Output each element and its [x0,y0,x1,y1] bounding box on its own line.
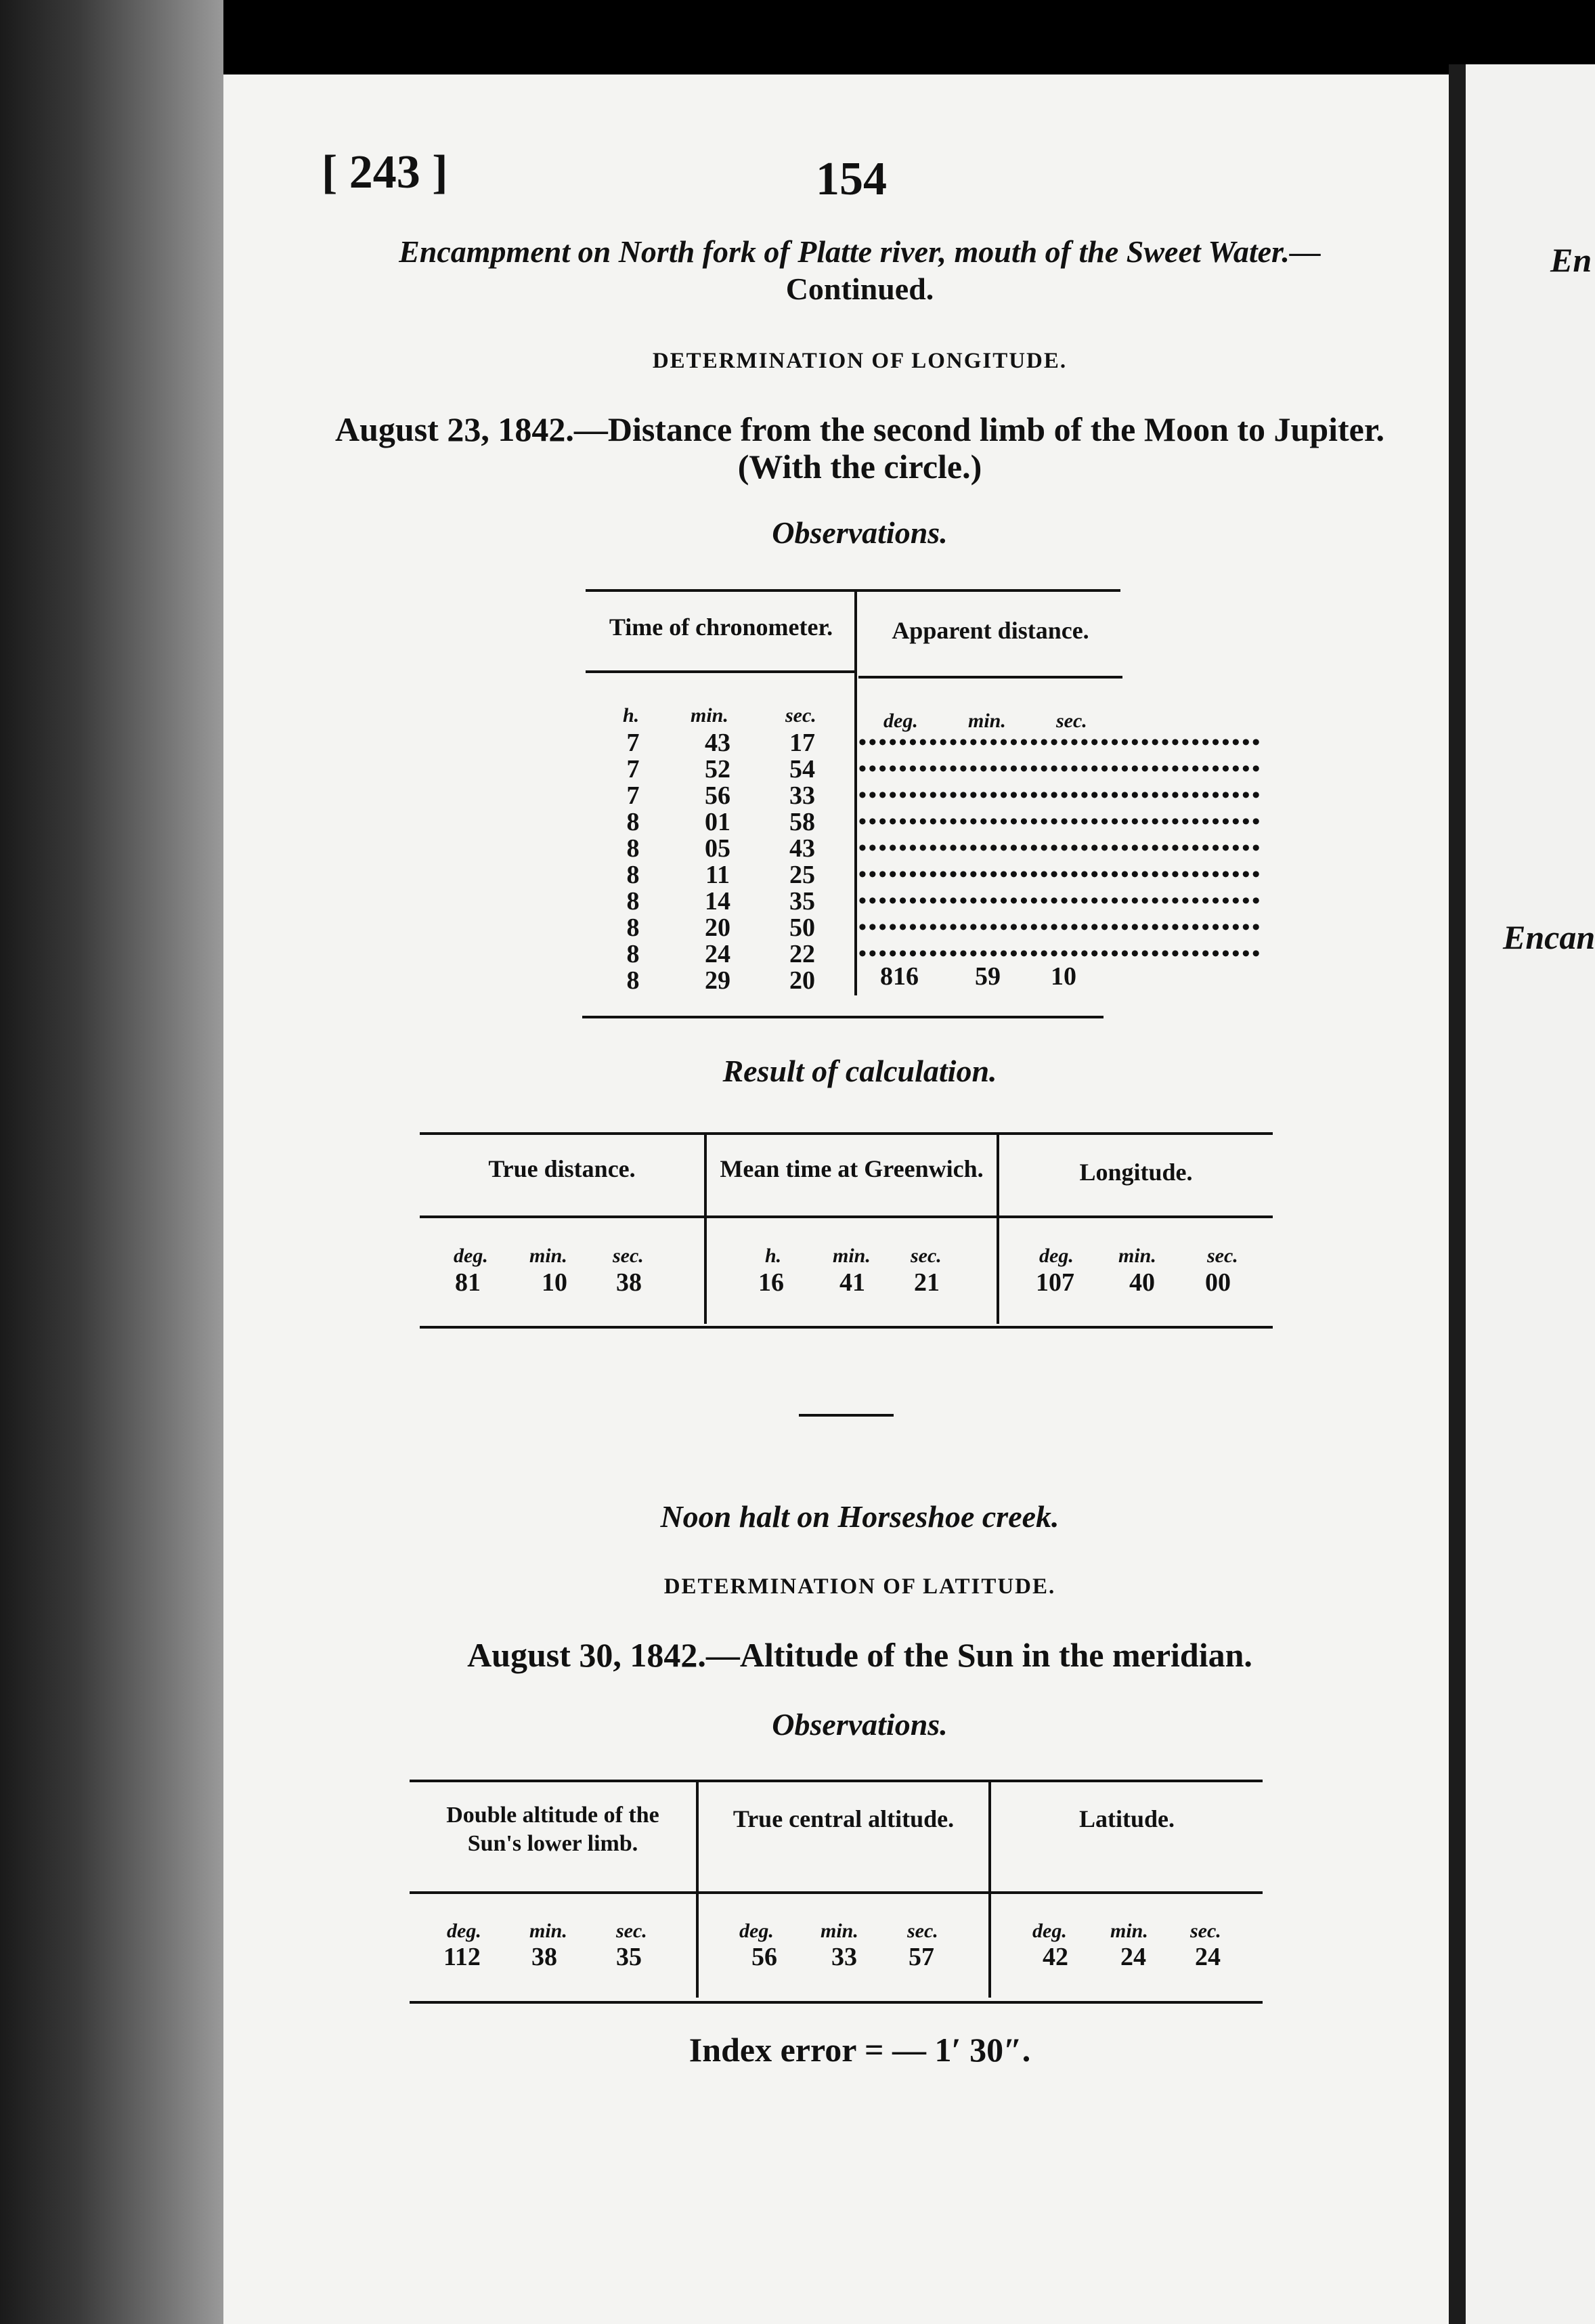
obs-minute: 05 [705,834,730,863]
result-value: 00 [1205,1268,1231,1297]
result-value: 107 [1036,1268,1074,1297]
determination-latitude: DETERMINATION OF LATITUDE. [663,1574,1056,1599]
result-table-top-rule [420,1132,1273,1135]
lat-value: 24 [1120,1943,1146,1971]
obs-hour: 8 [626,887,640,916]
lat-unit: min. [1110,1920,1148,1942]
obs-header-rule-right [858,676,1122,679]
obs-leader-dots: •••••••••••••••••••••••••••••••••••••••• [858,783,1263,808]
obs-table-top-rule [586,589,1120,592]
unit-h: h. [623,704,640,727]
obs-hour: 8 [626,808,640,836]
obs-hour: 7 [626,755,640,783]
lat-unit: deg. [447,1920,481,1942]
obs-table-divider [854,589,857,995]
lat-value: 42 [1043,1943,1068,1971]
section1-title: Encampment on North fork of Platte river, mouth of the Sweet Water.— [399,234,1321,269]
obs-leader-dots: •••••••••••••••••••••••••••••••••••••••• [858,730,1263,755]
obs-hour: 8 [626,966,640,995]
obs-leader-dots: •••••••••••••••••••••••••••••••••••••••• [858,888,1263,913]
result-unit: sec. [1207,1245,1238,1267]
final-distance-min: 59 [975,962,1001,991]
obs-second: 20 [789,966,815,995]
section2-title: Noon halt on Horseshoe creek. [660,1499,1059,1534]
result-header-rule [420,1215,1273,1218]
lat-header-true-central: True central altitude. [733,1805,955,1832]
adjacent-page-fragment-top: En [1550,241,1592,279]
lat-unit: sec. [1190,1920,1221,1942]
section-separator [799,1414,894,1417]
lat-value: 24 [1195,1943,1221,1971]
result-unit: min. [529,1245,567,1267]
result-header-longitude: Longitude. [1079,1159,1193,1186]
final-distance-deg: 816 [880,962,919,991]
obs-leader-dots: •••••••••••••••••••••••••••••••••••••••• [858,756,1263,781]
obs-table-bottom-rule [582,1016,1104,1018]
lat-value: 33 [831,1943,857,1971]
obs-minute: 20 [705,913,730,942]
unit-min: min. [968,710,1006,732]
obs-second: 43 [789,834,815,863]
result-unit: deg. [454,1245,488,1267]
index-error: Index error = — 1′ 30″. [689,2031,1031,2069]
adjacent-page-fragment-mid: Encan [1503,918,1595,956]
obs-minute: 29 [705,966,730,995]
unit-sec: sec. [1056,710,1087,732]
obs-hour: 7 [626,781,640,810]
page-number: 154 [816,153,887,205]
result-unit: sec. [911,1245,942,1267]
unit-sec: sec. [785,704,816,727]
lat-unit: deg. [1032,1920,1067,1942]
lat-unit: sec. [907,1920,938,1942]
obs-second: 58 [789,808,815,836]
obs-leader-dots: •••••••••••••••••••••••••••••••••••••••• [858,915,1263,940]
lat-unit: min. [529,1920,567,1942]
lat-value: 56 [751,1943,777,1971]
result-unit: h. [765,1245,782,1267]
lat-table-top-rule [410,1780,1263,1782]
result-value: 10 [542,1268,567,1297]
obs-minute: 43 [705,729,730,757]
result-unit: deg. [1039,1245,1074,1267]
obs-minute: 56 [705,781,730,810]
result-table-bottom-rule [420,1326,1273,1329]
obs-minute: 01 [705,808,730,836]
obs-leader-dots: •••••••••••••••••••••••••••••••••••••••• [858,836,1263,861]
obs-hour: 8 [626,861,640,889]
lat-value: 112 [443,1943,481,1971]
obs-hour: 8 [626,940,640,968]
obs-hour: 8 [626,913,640,942]
page-gutter [1449,64,1466,2324]
result-unit: min. [1118,1245,1156,1267]
lat-header-line2: Sun's lower limb. [467,1831,638,1856]
observations-title-2: Observations. [772,1707,948,1742]
lat-header-latitude: Latitude. [1078,1805,1175,1832]
result-value: 16 [758,1268,784,1297]
date-line-aug23: August 23, 1842.—Distance from the second limb of the Moon to Jupiter. [335,410,1384,448]
lat-unit: min. [821,1920,858,1942]
unit-min: min. [691,704,728,727]
section1-title-continued: Continued. [785,272,934,306]
result-value: 21 [914,1268,940,1297]
obs-second: 35 [789,887,815,916]
date-line-aug30: August 30, 1842.—Altitude of the Sun in the meridian. [467,1636,1252,1674]
obs-second: 25 [789,861,815,889]
lat-value: 57 [909,1943,934,1971]
obs-second: 50 [789,913,815,942]
obs-second: 17 [789,729,815,757]
result-value: 38 [616,1268,642,1297]
date-line-aug23-sub: (With the circle.) [737,448,982,486]
final-distance-sec: 10 [1051,962,1076,991]
obs-hour: 8 [626,834,640,863]
unit-deg: deg. [883,710,918,732]
lat-unit: sec. [616,1920,647,1942]
lat-value: 38 [531,1943,557,1971]
obs-second: 33 [789,781,815,810]
lat-header-line1: Double altitude of the [446,1803,659,1828]
lat-table-bottom-rule [410,2001,1263,2004]
lat-unit: deg. [739,1920,774,1942]
obs-minute: 24 [705,940,730,968]
obs-header-distance: Apparent distance. [892,617,1089,644]
book-spine [0,0,223,2324]
adjacent-page [1466,64,1595,2324]
obs-minute: 14 [705,887,730,916]
page-reference: [ 243 ] [322,146,448,198]
result-value: 40 [1129,1268,1155,1297]
result-header-true-distance: True distance. [488,1155,636,1182]
obs-leader-dots: •••••••••••••••••••••••••••••••••••••••• [858,941,1263,966]
obs-leader-dots: •••••••••••••••••••••••••••••••••••••••• [858,862,1263,887]
result-title: Result of calculation. [722,1054,997,1088]
obs-hour: 7 [626,729,640,757]
lat-header-double-altitude [410,1801,696,1858]
result-unit: min. [833,1245,871,1267]
lat-header-rule [410,1891,1263,1894]
obs-second: 54 [789,755,815,783]
result-value: 81 [455,1268,481,1297]
determination-longitude: DETERMINATION OF LONGITUDE. [652,349,1068,373]
obs-header-rule-left [586,670,856,673]
obs-minute: 52 [705,755,730,783]
obs-minute: 11 [705,861,730,889]
obs-header-time: Time of chronometer. [609,614,833,641]
result-unit: sec. [613,1245,644,1267]
observations-title-1: Observations. [772,515,948,550]
result-header-mean-time: Mean time at Greenwich. [720,1155,984,1182]
obs-second: 22 [789,940,815,968]
obs-leader-dots: •••••••••••••••••••••••••••••••••••••••• [858,809,1263,834]
lat-value: 35 [616,1943,642,1971]
result-value: 41 [839,1268,865,1297]
